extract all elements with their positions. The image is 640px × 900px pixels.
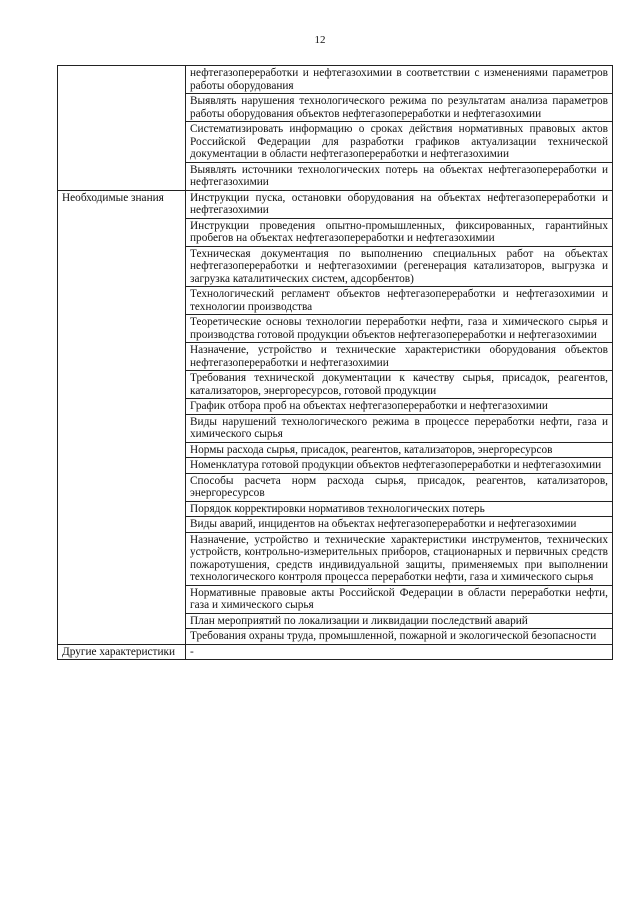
requirements-table <box>57 65 613 660</box>
requirement-item: Назначение, устройство и технические характеристики инструментов, технических устройств, контрольно-измерительных приборов, стационарных и первичных средств пожаротушения, средств индивидуальной защиты, применяемых при выполнении технологического контроля процесса переработки нефти, газа и химического сырья <box>186 532 613 585</box>
table-row <box>58 66 613 94</box>
requirement-item: Назначение, устройство и технические характеристики оборудования объектов нефтегазопереработки и нефтегазохимии <box>186 343 613 371</box>
requirement-item: Систематизировать информацию о сроках действия нормативных правовых актов Российской Федерации для разработки графиков актуализации технической документации в области нефтегазопереработки и нефтегазохимии <box>186 122 613 163</box>
requirements-table-body <box>58 66 613 660</box>
table-row <box>58 644 613 660</box>
requirement-item: Номенклатура готовой продукции объектов нефтегазопереработки и нефтегазохимии <box>186 458 613 474</box>
requirement-item: Порядок корректировки нормативов технологических потерь <box>186 501 613 517</box>
requirement-item: нефтегазопереработки и нефтегазохимии в соответствии с изменениями параметров работы оборудования <box>186 66 613 94</box>
table-row <box>58 190 613 218</box>
requirement-item: Виды нарушений технологического режима в процессе переработки нефти, газа и химического сырья <box>186 414 613 442</box>
requirement-item: Виды аварий, инцидентов на объектах нефтегазопереработки и нефтегазохимии <box>186 517 613 533</box>
requirement-item: Способы расчета норм расхода сырья, присадок, реагентов, катализаторов, энергоресурсов <box>186 473 613 501</box>
requirement-item: Теоретические основы технологии переработки нефти, газа и химического сырья и производства готовой продукции объектов нефтегазопереработки и нефтегазохимии <box>186 315 613 343</box>
requirement-item: Выявлять нарушения технологического режима по результатам анализа параметров работы оборудования объектов нефтегазопереработки и нефтегазохимии <box>186 94 613 122</box>
requirement-item: Технологический регламент объектов нефтегазопереработки и нефтегазохимии и технологии производства <box>186 287 613 315</box>
requirement-item: Нормы расхода сырья, присадок, реагентов, катализаторов, энергоресурсов <box>186 442 613 458</box>
requirement-item: План мероприятий по локализации и ликвидации последствий аварий <box>186 613 613 629</box>
requirement-item: Инструкции проведения опытно-промышленных, фиксированных, гарантийных пробегов на объектах нефтегазопереработки и нефтегазохимии <box>186 218 613 246</box>
requirement-item: Нормативные правовые акты Российской Федерации в области переработки нефти, газа и химического сырья <box>186 585 613 613</box>
section-label: Необходимые знания <box>58 190 186 644</box>
page-number: 12 <box>314 34 326 46</box>
section-label: Другие характеристики <box>58 644 186 660</box>
requirement-item: Требования технической документации к качеству сырья, присадок, реагентов, катализаторов, энергоресурсов, готовой продукции <box>186 371 613 399</box>
requirement-item: Требования охраны труда, промышленной, пожарной и экологической безопасности <box>186 629 613 645</box>
requirement-item: Техническая документация по выполнению специальных работ на объектах нефтегазопереработки и нефтегазохимии (регенерация катализаторов, выгрузка и загрузка каталитических систем, адсорбентов) <box>186 246 613 287</box>
requirement-item: Инструкции пуска, остановки оборудования на объектах нефтегазопереработки и нефтегазохимии <box>186 190 613 218</box>
requirement-item: График отбора проб на объектах нефтегазопереработки и нефтегазохимии <box>186 399 613 415</box>
section-label <box>58 66 186 191</box>
requirement-item: - <box>186 644 613 660</box>
requirement-item: Выявлять источники технологических потерь на объектах нефтегазопереработки и нефтегазохимии <box>186 162 613 190</box>
